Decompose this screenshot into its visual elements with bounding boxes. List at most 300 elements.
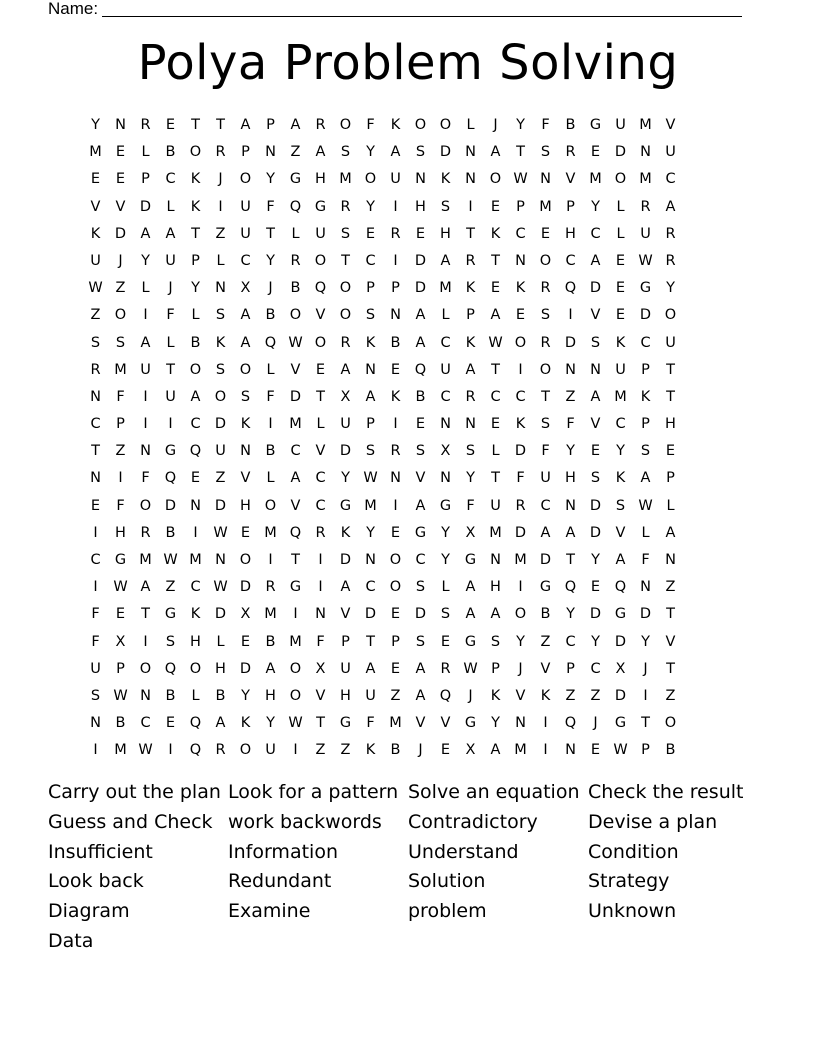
grid-letter: Y [366, 144, 375, 161]
grid-letter: V [315, 443, 326, 460]
grid-letter: J [493, 117, 498, 133]
grid-letter: N [315, 606, 326, 623]
grid-letter: F [566, 416, 575, 433]
grid-letter: F [266, 388, 275, 405]
grid-letter: L [266, 470, 275, 487]
grid-letter: E [615, 307, 626, 324]
grid-letter: N [565, 361, 576, 378]
grid-row [83, 385, 733, 412]
grid-letter: T [491, 252, 500, 269]
grid-letter: O [414, 117, 427, 133]
grid-letter: N [390, 307, 401, 324]
grid-letter: N [465, 171, 476, 188]
grid-letter: I [293, 606, 298, 623]
grid-letter: C [315, 497, 326, 514]
grid-letter: M [539, 198, 552, 215]
grid-letter: G [464, 552, 477, 568]
grid-letter: Q [189, 715, 202, 732]
grid-letter: Y [516, 117, 525, 133]
grid-letter: I [518, 361, 523, 378]
grid-letter: G [414, 524, 427, 541]
grid-letter: C [90, 552, 101, 568]
grid-letter: X [115, 633, 126, 650]
grid-letter: Y [366, 198, 375, 215]
grid-letter: L [166, 334, 175, 351]
grid-letter: R [315, 524, 326, 541]
grid-letter: O [214, 388, 227, 405]
grid-letter: C [440, 388, 451, 405]
grid-letter: I [93, 524, 98, 541]
grid-letter: C [665, 171, 676, 188]
grid-letter: N [465, 416, 476, 433]
grid-letter: C [190, 416, 201, 433]
grid-letter: B [265, 443, 276, 460]
grid-letter: M [114, 361, 127, 378]
grid-letter: O [339, 280, 352, 297]
grid-letter: N [590, 361, 601, 378]
grid-letter: Z [215, 225, 226, 242]
grid-letter: G [164, 443, 177, 460]
grid-letter: Z [90, 307, 101, 324]
word-list-item: work backwords [228, 810, 382, 833]
grid-letter: B [265, 633, 276, 650]
grid-letter: A [165, 225, 176, 242]
grid-letter: E [665, 443, 676, 460]
grid-letter: B [565, 117, 576, 133]
grid-letter: H [415, 198, 426, 215]
grid-letter: T [316, 388, 325, 405]
grid-letter: A [290, 117, 301, 133]
grid-letter: B [665, 742, 676, 759]
grid-letter: U [90, 252, 101, 269]
grid-row [83, 303, 733, 330]
grid-letter: U [140, 361, 151, 378]
grid-letter: M [589, 171, 602, 188]
grid-letter: Y [141, 252, 150, 269]
grid-letter: I [193, 524, 198, 541]
word-list-item: Look back [48, 870, 144, 893]
grid-letter: Y [366, 524, 375, 541]
grid-letter: F [466, 497, 475, 514]
grid-letter: T [491, 470, 500, 487]
grid-letter: D [589, 497, 602, 514]
grid-letter: W [88, 280, 103, 297]
grid-letter: H [265, 687, 276, 704]
grid-letter: L [216, 633, 225, 650]
grid-letter: P [141, 171, 150, 188]
grid-letter: S [415, 633, 426, 650]
grid-letter: E [490, 416, 501, 433]
grid-letter: V [590, 307, 601, 324]
grid-letter: O [114, 307, 127, 324]
grid-letter: L [191, 687, 200, 704]
grid-letter: K [515, 416, 526, 433]
grid-letter: A [490, 606, 501, 623]
grid-letter: Y [266, 252, 275, 269]
grid-letter: A [190, 388, 201, 405]
grid-letter: R [665, 225, 676, 242]
grid-letter: F [91, 606, 100, 623]
grid-letter: M [264, 606, 277, 623]
grid-letter: L [616, 198, 625, 215]
grid-letter: S [540, 144, 551, 161]
grid-letter: H [565, 225, 576, 242]
grid-letter: J [643, 660, 648, 677]
grid-letter: T [466, 225, 475, 242]
grid-letter: D [414, 606, 427, 623]
grid-letter: S [215, 361, 226, 378]
grid-letter: P [491, 660, 500, 677]
grid-letter: D [214, 497, 227, 514]
grid-letter: R [340, 334, 351, 351]
grid-letter: C [615, 416, 626, 433]
grid-letter: T [341, 252, 350, 269]
grid-letter: K [390, 117, 401, 133]
grid-letter: A [415, 334, 426, 351]
grid-letter: S [540, 416, 551, 433]
grid-letter: T [666, 606, 675, 623]
grid-letter: Z [565, 687, 576, 704]
grid-letter: B [115, 715, 126, 732]
grid-letter: C [290, 443, 301, 460]
word-list-item: Solve an equation [408, 781, 580, 803]
grid-letter: O [239, 742, 252, 759]
grid-letter: T [91, 443, 100, 460]
grid-letter: I [643, 687, 648, 704]
grid-letter: D [239, 579, 252, 596]
grid-letter: I [393, 198, 398, 215]
grid-letter: G [339, 497, 352, 514]
grid-letter: D [614, 633, 627, 650]
grid-letter: Q [314, 280, 327, 297]
grid-letter: N [90, 388, 101, 405]
grid-letter: D [139, 198, 152, 215]
grid-letter: Q [164, 660, 177, 677]
grid-letter: Q [439, 687, 452, 704]
grid-letter: R [140, 524, 151, 541]
grid-letter: I [93, 579, 98, 596]
grid-letter: P [116, 660, 125, 677]
grid-letter: A [465, 579, 476, 596]
grid-letter: K [515, 280, 526, 297]
grid-letter: R [440, 660, 451, 677]
grid-letter: T [566, 552, 575, 568]
grid-letter: D [114, 225, 127, 242]
grid-letter: T [166, 361, 175, 378]
grid-letter: D [639, 307, 652, 324]
grid-letter: D [214, 416, 227, 433]
grid-letter: E [240, 524, 251, 541]
grid-letter: F [641, 552, 650, 568]
grid-letter: M [114, 742, 127, 759]
grid-letter: W [113, 579, 128, 596]
grid-letter: E [590, 742, 601, 759]
grid-letter: K [365, 742, 376, 759]
grid-letter: P [641, 361, 650, 378]
grid-letter: Z [290, 144, 301, 161]
grid-letter: U [490, 497, 501, 514]
grid-letter: N [640, 144, 651, 161]
grid-letter: C [90, 416, 101, 433]
grid-letter: C [565, 633, 576, 650]
grid-letter: P [566, 660, 575, 677]
grid-letter: I [268, 552, 273, 568]
grid-letter: V [290, 497, 301, 514]
grid-letter: J [593, 715, 598, 732]
grid-letter: V [665, 633, 676, 650]
grid-letter: Y [191, 280, 200, 297]
grid-letter: S [240, 388, 251, 405]
grid-letter: K [640, 388, 651, 405]
grid-letter: O [339, 117, 352, 133]
grid-letter: N [515, 252, 526, 269]
grid-letter: P [466, 307, 475, 324]
grid-letter: V [315, 687, 326, 704]
grid-letter: T [191, 225, 200, 242]
grid-letter: G [339, 715, 352, 732]
grid-letter: H [440, 225, 451, 242]
grid-letter: I [568, 307, 573, 324]
grid-letter: S [415, 579, 426, 596]
grid-letter: A [365, 388, 376, 405]
grid-letter: A [565, 524, 576, 541]
grid-letter: O [239, 552, 252, 568]
grid-letter: A [490, 307, 501, 324]
grid-letter: N [365, 552, 376, 568]
grid-letter: B [290, 280, 301, 297]
grid-row [83, 113, 733, 140]
grid-letter: R [340, 198, 351, 215]
grid-letter: H [665, 416, 676, 433]
grid-letter: S [365, 307, 376, 324]
grid-letter: O [664, 715, 677, 732]
grid-letter: T [666, 388, 675, 405]
grid-letter: A [540, 524, 551, 541]
grid-letter: E [390, 361, 401, 378]
grid-letter: D [589, 280, 602, 297]
grid-letter: K [490, 687, 501, 704]
grid-letter: R [390, 225, 401, 242]
name-underline [102, 2, 742, 17]
grid-letter: P [666, 470, 675, 487]
grid-letter: L [666, 497, 675, 514]
grid-letter: U [615, 117, 626, 133]
grid-letter: X [615, 660, 626, 677]
grid-letter: E [590, 443, 601, 460]
grid-letter: H [115, 524, 126, 541]
word-list-item: problem [408, 900, 487, 923]
grid-letter: W [638, 252, 653, 269]
grid-letter: A [240, 117, 251, 133]
grid-letter: K [440, 171, 451, 188]
grid-letter: O [314, 334, 327, 351]
grid-letter: M [489, 524, 502, 541]
grid-letter: A [490, 742, 501, 759]
grid-letter: H [240, 497, 251, 514]
grid-letter: A [615, 552, 626, 568]
grid-letter: I [143, 388, 148, 405]
grid-letter: D [364, 606, 377, 623]
grid-letter: N [440, 416, 451, 433]
grid-letter: W [138, 742, 153, 759]
grid-letter: E [440, 633, 451, 650]
grid-letter: I [393, 416, 398, 433]
grid-letter: R [565, 144, 576, 161]
grid-letter: B [415, 388, 426, 405]
grid-letter: A [290, 470, 301, 487]
grid-letter: E [590, 144, 601, 161]
grid-letter: N [515, 715, 526, 732]
grid-letter: C [140, 715, 151, 732]
grid-letter: Y [266, 715, 275, 732]
grid-letter: S [415, 144, 426, 161]
grid-letter: C [165, 171, 176, 188]
grid-letter: Y [441, 524, 450, 541]
grid-letter: D [589, 606, 602, 623]
grid-letter: L [266, 361, 275, 378]
grid-row [83, 412, 733, 439]
grid-row [83, 548, 733, 575]
grid-letter: P [641, 416, 650, 433]
grid-letter: W [213, 579, 228, 596]
grid-letter: I [318, 579, 323, 596]
grid-letter: I [143, 633, 148, 650]
grid-letter: G [589, 117, 602, 133]
grid-letter: F [116, 388, 125, 405]
grid-letter: E [115, 171, 126, 188]
grid-letter: I [143, 416, 148, 433]
grid-letter: R [290, 252, 301, 269]
grid-letter: W [113, 687, 128, 704]
grid-letter: N [540, 171, 551, 188]
name-field [48, 0, 742, 17]
grid-letter: S [115, 334, 126, 351]
grid-letter: Q [614, 579, 627, 596]
grid-letter: A [665, 524, 676, 541]
grid-letter: U [615, 361, 626, 378]
grid-letter: Y [591, 633, 600, 650]
grid-letter: V [440, 715, 451, 732]
grid-letter: A [465, 606, 476, 623]
grid-letter: L [491, 443, 500, 460]
grid-letter: O [389, 579, 402, 596]
grid-letter: I [168, 416, 173, 433]
grid-letter: I [293, 742, 298, 759]
grid-letter: B [165, 524, 176, 541]
grid-letter: X [465, 742, 476, 759]
grid-letter: K [190, 198, 201, 215]
name-label: Name: [48, 0, 99, 18]
grid-row [83, 331, 733, 358]
grid-letter: Z [665, 687, 676, 704]
grid-letter: K [240, 416, 251, 433]
grid-letter: I [543, 715, 548, 732]
grid-letter: H [190, 633, 201, 650]
grid-letter: N [565, 497, 576, 514]
grid-letter: T [666, 361, 675, 378]
grid-letter: R [465, 252, 476, 269]
grid-row [83, 249, 733, 276]
grid-row [83, 358, 733, 385]
grid-letter: L [166, 198, 175, 215]
grid-letter: A [140, 579, 151, 596]
grid-letter: S [590, 334, 601, 351]
grid-letter: H [565, 470, 576, 487]
grid-letter: X [465, 524, 476, 541]
grid-letter: P [566, 198, 575, 215]
grid-letter: M [339, 171, 352, 188]
grid-letter: C [590, 660, 601, 677]
grid-letter: C [315, 470, 326, 487]
grid-letter: V [515, 687, 526, 704]
grid-letter: C [190, 579, 201, 596]
grid-letter: Y [91, 117, 100, 133]
grid-letter: O [264, 497, 277, 514]
grid-letter: F [141, 470, 150, 487]
grid-letter: R [315, 117, 326, 133]
grid-letter: W [638, 497, 653, 514]
grid-row [83, 602, 733, 629]
grid-row [83, 195, 733, 222]
grid-letter: I [218, 198, 223, 215]
grid-letter: N [365, 361, 376, 378]
grid-letter: B [165, 144, 176, 161]
grid-letter: X [240, 606, 251, 623]
grid-letter: O [514, 606, 527, 623]
grid-letter: F [541, 443, 550, 460]
grid-letter: N [90, 715, 101, 732]
grid-letter: Z [665, 579, 676, 596]
grid-letter: Z [315, 742, 326, 759]
grid-letter: D [564, 334, 577, 351]
word-list-item: Guess and Check [48, 810, 213, 833]
grid-letter: U [340, 416, 351, 433]
grid-letter: U [440, 361, 451, 378]
grid-letter: I [168, 742, 173, 759]
grid-letter: M [639, 117, 652, 133]
grid-letter: N [140, 687, 151, 704]
grid-letter: A [465, 361, 476, 378]
grid-letter: Q [189, 742, 202, 759]
grid-letter: U [215, 443, 226, 460]
grid-row [83, 494, 733, 521]
grid-letter: V [115, 198, 126, 215]
grid-letter: H [215, 660, 226, 677]
grid-letter: R [140, 117, 151, 133]
grid-letter: B [190, 334, 201, 351]
grid-letter: E [540, 225, 551, 242]
grid-letter: E [390, 660, 401, 677]
grid-letter: O [239, 361, 252, 378]
grid-letter: D [339, 443, 352, 460]
grid-letter: E [615, 252, 626, 269]
grid-letter: E [390, 606, 401, 623]
word-list-item: Solution [408, 870, 486, 893]
grid-letter: L [141, 280, 150, 297]
grid-letter: W [613, 742, 628, 759]
grid-letter: E [115, 606, 126, 623]
grid-letter: T [191, 117, 200, 133]
grid-letter: O [514, 334, 527, 351]
grid-letter: O [189, 660, 202, 677]
grid-letter: Y [566, 443, 575, 460]
grid-letter: Y [491, 715, 500, 732]
grid-letter: M [289, 416, 302, 433]
grid-row [83, 222, 733, 249]
grid-letter: I [93, 742, 98, 759]
grid-letter: U [265, 742, 276, 759]
grid-letter: A [640, 470, 651, 487]
